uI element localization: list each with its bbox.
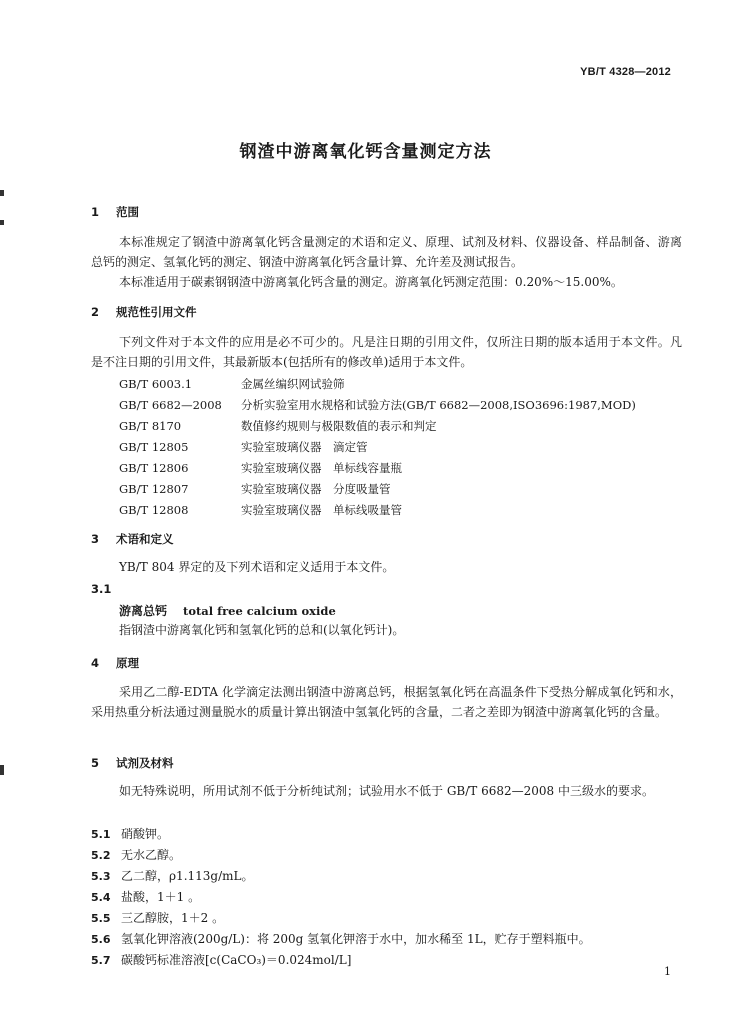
reference-title: 实验室玻璃仪器 滴定管: [241, 440, 368, 454]
scan-edge-mark: [0, 220, 4, 225]
section-3-heading: [91, 531, 174, 547]
reference-title: 金属丝编织网试验筛: [241, 377, 345, 391]
item-number: 5.5: [91, 912, 111, 925]
item-number: 5.2: [91, 849, 111, 862]
reference-title: 分析实验室用水规格和试验方法(GB/T 6682—2008,ISO3696:1987,MOD): [241, 398, 636, 412]
reagent-item: [91, 825, 169, 842]
section-4-heading: [91, 655, 139, 671]
term-definition: 指钢渣中游离氧化钙和氢氧化钙的总和(以氧化钙计)。: [119, 623, 405, 637]
page-number: 1: [664, 965, 671, 978]
reference-title: 实验室玻璃仪器 单标线容量瓶: [241, 461, 402, 475]
term-english: total free calcium oxide: [183, 604, 336, 618]
item-text: 无水乙醇。: [121, 848, 182, 862]
reference-item: [119, 397, 636, 413]
item-text: 乙二醇，ρ1.113g/mL。: [121, 869, 254, 883]
term-chinese: 游离总钙: [119, 604, 168, 618]
section-title: 范围: [116, 205, 139, 219]
reference-item: [119, 418, 437, 434]
reagent-item: [91, 867, 253, 884]
reference-code: GB/T 12806: [119, 461, 189, 475]
item-number: 5.3: [91, 870, 111, 883]
item-text: 氢氧化钾溶液(200g/L)：将 200g 氢氧化钾溶于水中，加水稀至 1L，贮存于塑料瓶中。: [121, 932, 591, 946]
standard-code: YB/T 4328—2012: [580, 66, 671, 78]
reference-code: GB/T 12807: [119, 482, 189, 496]
reagent-item: [91, 951, 351, 968]
reference-item: [119, 460, 402, 476]
section-1-heading: [91, 204, 139, 220]
section-number: 2: [91, 305, 100, 319]
reference-title: 数值修约规则与极限数值的表示和判定: [241, 419, 437, 433]
reference-code: GB/T 12808: [119, 503, 189, 517]
scan-edge-mark: [0, 190, 4, 196]
section-number: 5: [91, 756, 100, 770]
section-5-paragraph-1: 如无特殊说明，所用试剂不低于分析纯试剂；试验用水不低于 GB/T 6682—2008 中三级水的要求。: [119, 784, 654, 798]
item-number: 5.1: [91, 828, 111, 841]
section-number: 4: [91, 656, 100, 670]
item-text: 盐酸，1＋1 。: [121, 890, 201, 904]
reagent-item: [91, 909, 224, 926]
section-3-paragraph-1: YB/T 804 界定的及下列术语和定义适用于本文件。: [119, 560, 395, 574]
section-2-heading: [91, 304, 197, 320]
reference-code: GB/T 6682—2008: [119, 398, 222, 412]
section-number: 3: [91, 532, 100, 546]
subsection-3-1-number: 3.1: [91, 582, 112, 596]
section-title: 原理: [116, 656, 139, 670]
reagent-item: [91, 846, 181, 863]
reagent-item: [91, 930, 591, 947]
section-2-paragraph-1: 下列文件对于本文件的应用是必不可少的。凡是注日期的引用文件，仅所注日期的版本适用于本文件。凡是不注日期的引用文件，其最新版本(包括所有的修改单)适用于本文件。: [91, 335, 682, 369]
reference-item: [119, 481, 391, 497]
reference-item: [119, 439, 368, 455]
section-title: 规范性引用文件: [116, 305, 197, 319]
section-title: 术语和定义: [116, 532, 174, 546]
section-1-paragraph-1: 本标准规定了钢渣中游离氧化钙含量测定的术语和定义、原理、试剂及材料、仪器设备、样品制备、游离总钙的测定、氢氧化钙的测定、钢渣中游离氧化钙含量计算、允许差及测试报告。: [91, 235, 682, 269]
item-text: 硝酸钾。: [121, 827, 170, 841]
item-text: 碳酸钙标准溶液[c(CaCO₃)＝0.024mol/L]: [121, 953, 352, 967]
reagent-item: [91, 888, 200, 905]
section-4-paragraph-1: 采用乙二醇-EDTA 化学滴定法测出钢渣中游离总钙，根据氢氧化钙在高温条件下受热分解成氧化钙和水，采用热重分析法通过测量脱水的质量计算出钢渣中氢氧化钙的含量，二者之差即为钢渣中游离氧化钙的含量。: [91, 685, 682, 719]
scan-edge-mark: [0, 765, 4, 775]
term-entry: [119, 600, 336, 619]
section-title: 试剂及材料: [116, 756, 174, 770]
reference-item: [119, 502, 402, 518]
section-1-paragraph-2: 本标准适用于碳素钢钢渣中游离氧化钙含量的测定。游离氧化钙测定范围：0.20%～15.00%。: [119, 275, 623, 289]
reference-title: 实验室玻璃仪器 分度吸量管: [241, 482, 391, 496]
reference-item: [119, 376, 345, 392]
section-5-heading: [91, 755, 174, 771]
reference-code: GB/T 8170: [119, 419, 182, 433]
item-text: 三乙醇胺，1＋2 。: [121, 911, 225, 925]
reference-code: GB/T 6003.1: [119, 377, 193, 391]
page-title: 钢渣中游离氧化钙含量测定方法: [239, 142, 492, 162]
reference-code: GB/T 12805: [119, 440, 189, 454]
reference-title: 实验室玻璃仪器 单标线吸量管: [241, 503, 402, 517]
item-number: 5.4: [91, 891, 111, 904]
section-number: 1: [91, 205, 100, 219]
item-number: 5.6: [91, 933, 111, 946]
item-number: 5.7: [91, 954, 111, 967]
